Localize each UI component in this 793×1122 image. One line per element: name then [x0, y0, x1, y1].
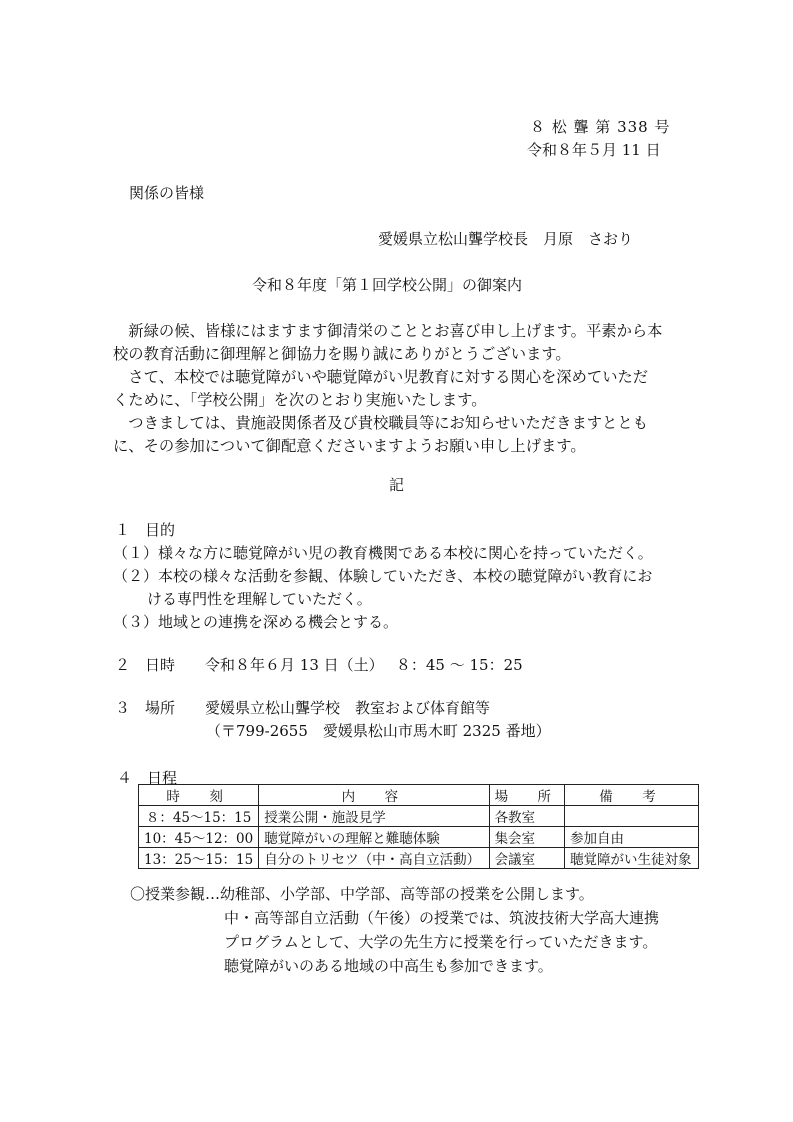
purpose-item-2: （２）本校の様々な活動を参観、体験していただき、本校の聴覚障がい教育にお — [113, 567, 653, 585]
column-header-time: 時 刻 — [139, 785, 259, 806]
schedule-table — [138, 784, 699, 869]
cell-time: 10：45〜12：00 — [139, 827, 259, 848]
cell-place: 各教室 — [489, 806, 565, 827]
cell-place: 会議室 — [489, 848, 565, 869]
note-line-2: 中・高等部自立活動（午後）の授業では、筑波技術大学高大連携 — [224, 909, 660, 927]
table-header-row — [139, 785, 699, 806]
table-row — [139, 848, 699, 869]
ki-heading: 記 — [389, 476, 405, 494]
datetime-line: ２ 日時 令和８年６月 13 日（土） ８：45 〜 15：25 — [115, 656, 523, 674]
body-line: に、その参加について御配意くださいますようお願い申し上げます。 — [113, 437, 586, 455]
sender: 愛媛県立松山聾学校長 月原 さおり — [378, 230, 634, 248]
purpose-item-3: （３）地域との連携を深める機会とする。 — [113, 613, 399, 631]
purpose-heading: １ 目的 — [115, 521, 176, 539]
place-line: ３ 場所 愛媛県立松山聾学校 教室および体育館等 — [115, 699, 491, 717]
cell-note: 参加自由 — [565, 827, 699, 848]
cell-note: 聴覚障がい生徒対象 — [565, 848, 699, 869]
addressee: 関係の皆様 — [129, 184, 205, 202]
column-header-place: 場 所 — [489, 785, 565, 806]
cell-note — [565, 806, 699, 827]
cell-time: ８：45〜15：15 — [139, 806, 259, 827]
body-line: 校の教育活動に御理解と御協力を賜り誠にありがとうございます。 — [113, 345, 571, 363]
table-row — [139, 806, 699, 827]
cell-content: 自分のトリセツ（中・高自立活動） — [259, 848, 489, 869]
document-title: 令和８年度「第１回学校公開」の御案内 — [252, 276, 523, 294]
note-line-4: 聴覚障がいのある地域の中高生も参加できます。 — [224, 957, 553, 975]
cell-content: 授業公開・施設見学 — [259, 806, 489, 827]
cell-content: 聴覚障がいの理解と難聴体験 — [259, 827, 489, 848]
place-address: （〒799‐2655 愛媛県松山市馬木町 2325 番地） — [206, 722, 551, 740]
table-row — [139, 827, 699, 848]
note-line-3: プログラムとして、大学の先生方に授業を行っていただきます。 — [224, 933, 658, 951]
document-date: 令和８年５月 11 日 — [527, 141, 661, 159]
body-line: くために、「学校公開」を次のとおり実施いたします。 — [113, 391, 487, 409]
body-line: 新緑の候、皆様にはますます御清栄のこととお喜び申し上げます。平素から本 — [113, 322, 663, 340]
purpose-item-1: （１）様々な方に聴覚障がい児の教育機関である本校に関心を持っていただく。 — [113, 544, 653, 562]
body-line: つきましては、貴施設関係者及び貴校職員等にお知らせいただきますととも — [113, 414, 648, 432]
column-header-note: 備 考 — [565, 785, 699, 806]
document-number: ８ 松 聾 第 338 号 — [530, 118, 671, 136]
body-line: さて、本校では聴覚障がいや聴覚障がい児教育に対する関心を深めていただ — [113, 368, 649, 386]
purpose-item-2-cont: ける専門性を理解していただく。 — [147, 590, 372, 608]
note-line-1: 〇授業参観…幼稚部、小学部、中学部、高等部の授業を公開します。 — [130, 885, 594, 903]
cell-place: 集会室 — [489, 827, 565, 848]
schedule-heading: ４ 日程 — [117, 769, 178, 787]
cell-time: 13：25〜15：15 — [139, 848, 259, 869]
column-header-content: 内 容 — [259, 785, 489, 806]
